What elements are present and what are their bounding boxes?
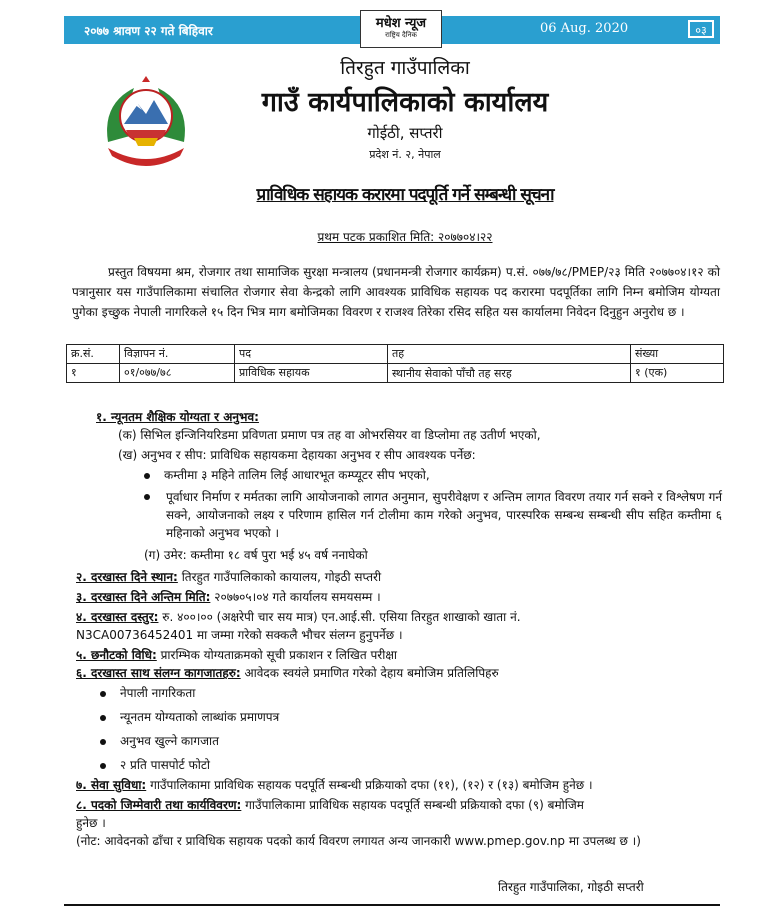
vacancy-table <box>66 344 724 383</box>
table-header-cell: तह <box>388 345 631 364</box>
publication-date: प्रथम पटक प्रकाशित मिति: २०७७०४।२२ <box>317 230 493 244</box>
section-8: ८. पदको जिम्मेवारी तथा कार्यविवरण: गाउँपालिकामा प्राविधिक सहायक पदपूर्ति सम्बन्धी प्रक्रियाको दफा (९) बमोजिम <box>76 798 584 812</box>
newspaper-tagline: राष्ट्रिय दैनिक <box>385 31 417 39</box>
qualification-a: (क) सिभिल इन्जिनियरिडमा प्रविणता प्रमाण पत्र तह वा ओभरसियर वा डिप्लोमा तह उतीर्ण भएको, <box>118 428 541 442</box>
section-2: २. दरखास्त दिने स्थान: तिरहुत गाउँपालिकाको कायालय, गोइठी सप्तरी <box>76 570 382 584</box>
office-heading <box>230 54 580 162</box>
section-3: ३. दरखास्त दिने अन्तिम मिति: २०७७०५।०४ गते कार्यालय समयसम्म । <box>76 590 381 604</box>
table-header-row <box>67 345 724 364</box>
list-item: अनुभव खुल्ने कागजात <box>100 732 219 750</box>
nepal-emblem-icon <box>94 74 198 178</box>
province-line: प्रदेश नं. २, नेपाल <box>369 148 441 161</box>
page-number: ०३ <box>688 20 714 38</box>
table-header-cell: क्र.सं. <box>67 345 120 364</box>
newspaper-header-bar <box>64 16 720 44</box>
office-location: गोईठी, सप्तरी <box>367 124 443 142</box>
qualification-b: (ख) अनुभव र सीप: प्राविधिक सहायकमा देहायका अनुभव र सीप आवश्यक पर्नेछ: <box>118 448 476 462</box>
office-name: गाउँ कार्यपालिकाको कार्यालय <box>261 87 549 118</box>
note: (नोट: आवेदनको ढाँचा र प्राविधिक सहायक पदको कार्य विवरण लगायत अन्य जानकारी www.pmep.gov.np मा उपलब्ध छ ।) <box>76 834 641 848</box>
section-8-end: हुनेछ । <box>76 816 106 830</box>
table-header-cell: संख्या <box>631 345 724 364</box>
municipality-name: तिरहुत गाउँपालिका <box>340 57 470 79</box>
table-cell: १ (एक) <box>631 364 724 383</box>
section-4: ४. दरखास्त दस्तुर: रु. ४००।०० (अक्षरेपी चार सय मात्र) एन.आई.सी. एसिया तिरहुत शाखाको खाता नं. <box>76 610 521 624</box>
table-cell: स्थानीय सेवाको पाँचौ तह सरह <box>388 364 631 383</box>
header-date-nepali: २०७७ श्रावण २२ गते बिहिवार <box>84 24 213 38</box>
header-date-english: 06 Aug. 2020 <box>540 21 629 36</box>
table-header-cell: विज्ञापन नं. <box>120 345 235 364</box>
section-4-account: N3CA00736452401 मा जम्मा गरेको सक्कलै भौचर संलग्न हुनुपर्नेछ । <box>76 628 403 642</box>
table-cell: प्राविधिक सहायक <box>235 364 388 383</box>
list-item: नेपाली नागरिकता <box>100 684 195 702</box>
section-6: ६. दरखास्त साथ संलग्न कागजातहरु: आवेदक स्वयंले प्रमाणित गरेको देहाय बमोजिम प्रतिलिपिहरु <box>76 666 499 680</box>
section-qualification-title: १. न्यूनतम शैक्षिक योग्यता र अनुभव: <box>96 410 259 424</box>
list-item: २ प्रति पासपोर्ट फोटो <box>100 756 210 774</box>
table-row <box>67 364 724 383</box>
footer-divider <box>64 904 720 906</box>
notice-title: प्राविधिक सहायक करारमा पदपूर्ति गर्ने सम्बन्धी सूचना <box>256 185 554 205</box>
table-cell: १ <box>67 364 120 383</box>
qualification-c: (ग) उमेर: कम्तीमा १८ वर्ष पुरा भई ४५ वर्ष ननाघेको <box>144 548 368 562</box>
list-item: कम्तीमा ३ महिने तालिम लिई आधारभूत कम्प्यूटर सीप भएको, <box>144 466 722 484</box>
section-5: ५. छनौटको विधि: प्रारम्भिक योग्यताक्रमको सूची प्रकाशन र लिखित परीक्षा <box>76 648 398 662</box>
table-header-cell: पद <box>235 345 388 364</box>
signature: तिरहुत गाउँपालिका, गोइठी सप्तरी <box>498 880 644 894</box>
table-cell: ०१/०७७/७८ <box>120 364 235 383</box>
list-item: न्यूनतम योग्यताको लाब्धांक प्रमाणपत्र <box>100 708 279 726</box>
section-7: ७. सेवा सुविधा: गाउँपालिकामा प्राविधिक सहायक पदपूर्ति सम्बन्धी प्रक्रियाको दफा (११), (१२) र (१३) बमोजिम हुनेछ । <box>76 778 593 792</box>
notice-paragraph: प्रस्तुत विषयमा श्रम, रोजगार तथा सामाजिक सुरक्षा मन्त्रालय (प्रधानमन्त्री रोजगार कार्यक्रम) प.सं. ०७७/७८/PMEP/२३ मिति २०७७०४।१२ को पत्रानुसार यस गाउँपालिकामा संचालित रोजगार सेवा केन्द्रको लागि आवश्यक प्राविधिक सहायक पद करारमा पदपूर्तिका लागि निम्न बमोजिम योग्यता पुगेका इच्छुक नेपाली नागरिकले १५ दिन भित्र माग बमोजिमका विवरण र राजश्व तिरेका रसिद सहित यस कार्यालमा निवेदन दिनुहुन अनुरोध छ । <box>72 265 720 319</box>
newspaper-name: मधेश न्यूज <box>375 16 427 31</box>
list-item: पूर्वाधार निर्माण र मर्मतका लागि आयोजनाको लागत अनुमान, सुपरीवेक्षण र अन्तिम लागत विवरण तयार गर्न सक्ने र विश्लेषण गर्न सक्ने, आयोजनाको लक्ष्य र परिणाम हासिल गर्न टोलीमा काम गरेको अनुभव, पारस्परिक सम्बन्ध सम्बन्धी सीप सहित कम्तीमा ६ महिनाको अनुभव भएको । <box>144 488 722 542</box>
newspaper-logo <box>360 10 442 48</box>
